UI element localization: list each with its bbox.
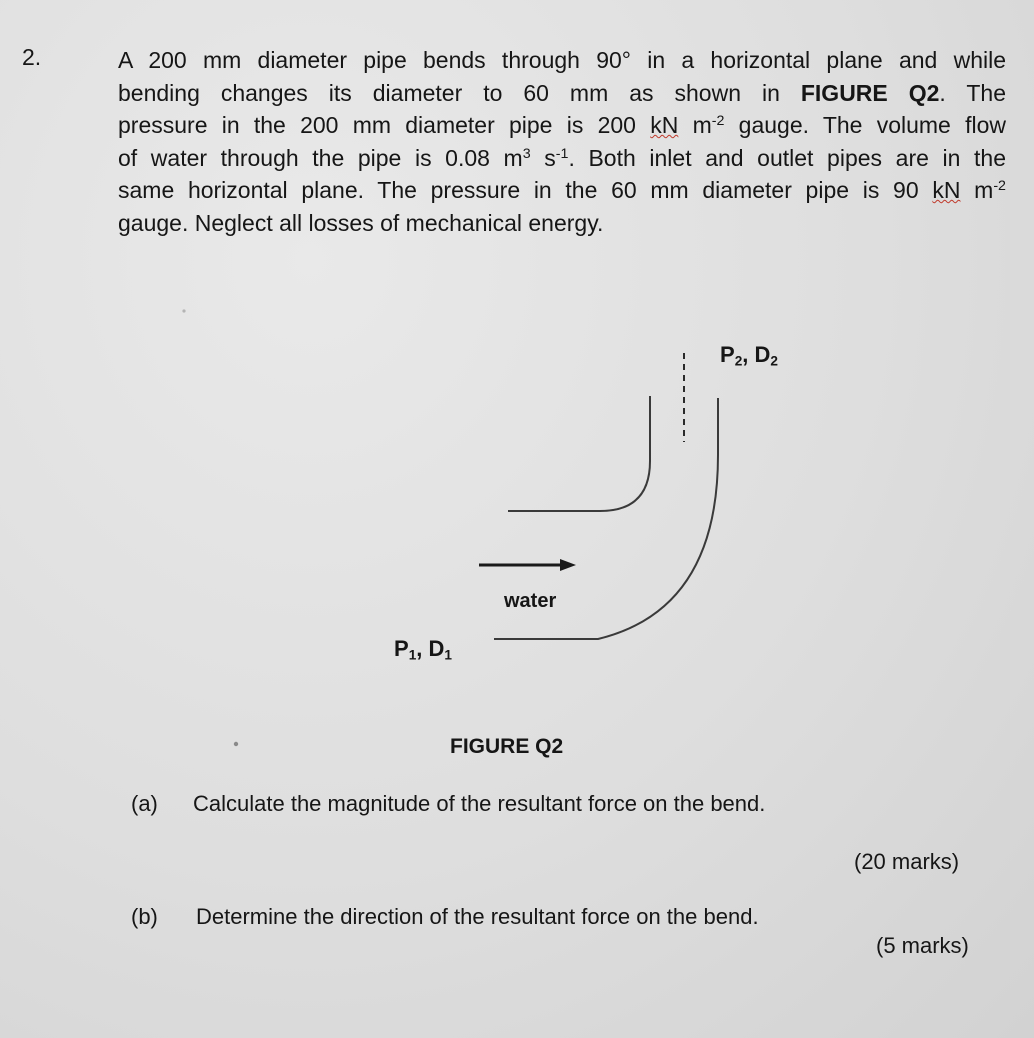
part-b-label: (b): [131, 904, 158, 929]
question-number: 2.: [22, 44, 42, 70]
question-line-4: of water through the pipe is 0.08 $m^3$ $s^{-1}$. Both inlet and outlet pipes are in the: [118, 144, 1007, 171]
part-a-label: (a): [131, 791, 158, 816]
question-line-2: bending changes its diameter to 60 mm as shown in FIGURE Q2. The: [118, 79, 1007, 106]
pipe-inner-wall: [508, 396, 650, 511]
part-a-text: Calculate the magnitude of the resultant force on the bend.: [193, 791, 766, 816]
flow-label: water: [504, 590, 557, 612]
inlet-label: $P_1$, $D_1$: [394, 636, 452, 663]
question-line-5: same horizontal plane. The pressure in the 60 mm diameter pipe is 90 kN $m^{-2}$: [118, 177, 1006, 203]
part-a-marks: (20 marks): [854, 849, 960, 874]
question-line-3: pressure in the 200 mm diameter pipe is 200 kN $m^{-2}$ gauge. The volume flow: [118, 112, 1006, 138]
part-b-text: Determine the direction of the resultant force on the bend.: [196, 904, 759, 929]
smudge-mark: [182, 309, 185, 312]
smudge-mark: [234, 742, 238, 746]
question-line-1: A 200 mm diameter pipe bends through 90° in a horizontal plane and while: [118, 47, 1006, 73]
outlet-label: $P_2$, $D_2$: [720, 342, 778, 369]
part-b-marks: (5 marks): [876, 933, 969, 958]
figure-caption: FIGURE Q2: [450, 735, 564, 758]
flow-arrow-head: [560, 559, 576, 571]
question-line-6: gauge. Neglect all losses of mechanical energy.: [118, 209, 604, 236]
